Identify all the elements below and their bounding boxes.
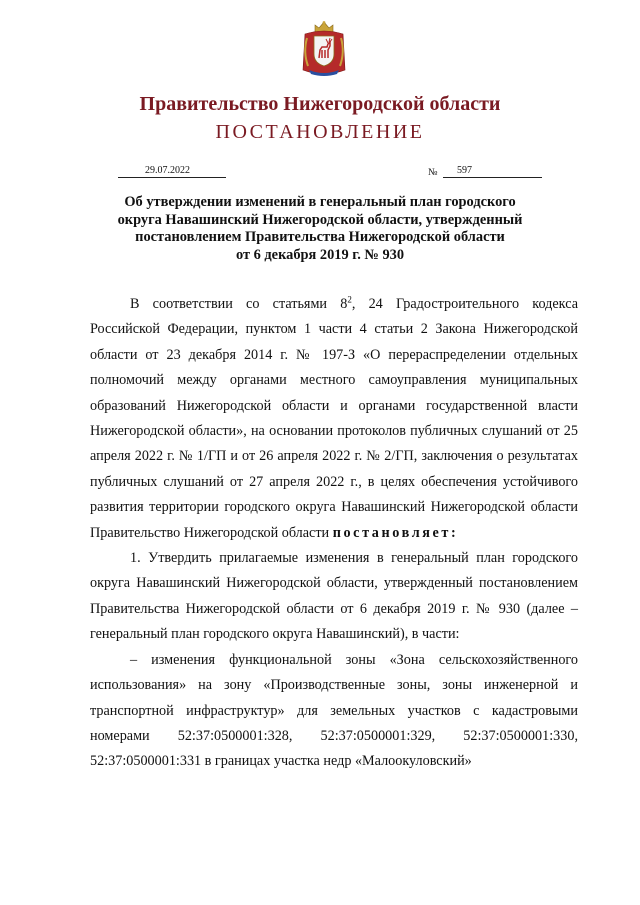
- document-number: 597: [443, 164, 542, 178]
- government-title: Правительство Нижегородской области: [139, 93, 501, 115]
- coat-of-arms-emblem: [301, 20, 347, 78]
- subject-line: постановлением Правительства Нижегородской области: [135, 229, 505, 245]
- clause-paragraph: 1. Утвердить прилагаемые изменения в генеральный план городского округа Навашинский Нижегородской области, утвержденный постановлением Правительства Нижегородской области от 6 декабря 2019 г. № 930 (далее – генеральный план городского округа Навашинский), в части:: [90, 550, 578, 643]
- preamble-text: В соответствии со статьями 8: [130, 296, 348, 312]
- subject-line: округа Навашинский Нижегородской области, утвержденный: [117, 211, 523, 228]
- document-type: ПОСТАНОВЛЕНИЕ: [215, 121, 425, 143]
- decree-word: постановляет:: [332, 524, 459, 541]
- number-label: №: [428, 167, 438, 178]
- document-body: [90, 292, 578, 775]
- document-date: 29.07.2022: [118, 164, 226, 178]
- subject-line: от 6 декабря 2019 г. № 930: [235, 246, 405, 263]
- preamble-paragraph: [90, 292, 578, 546]
- subject-line: Об утверждении изменений в генеральный план городского: [124, 194, 516, 210]
- subclause-paragraph: – изменения функциональной зоны «Зона сельскохозяйственного использования» на зону «Производственные зоны, зоны инженерной и транспортной инфраструктур» для земельных участков с кадастровыми номерами 52:37:0500001:328, 52:37:0500001:329, 52:37:0500001:330, 52:37:0500001:331 в границах участка недр «Малоокуловский»: [90, 651, 578, 770]
- article-superscript: 2: [347, 294, 352, 305]
- document-subject: [80, 194, 560, 264]
- preamble-text-cont: , 24 Градостроительного кодекса Российской Федерации, пунктом 1 части 4 статьи 2 Закона Нижегородской области от 23 декабря 2014 г. № 197-З «О перераспределении отдельных полномочий между органами местного самоуправления муниципальных образований Нижегородской области и органами государственной власти Нижегородской области», на основании протоколов публичных слушаний от 25 апреля 2022 г. № 1/ГП и от 26 апреля 2022 г. № 2/ГП, заключения о результатах публичных слушаний от 27 апреля 2022 г., в целях обеспечения устойчивого развития территории городского округа Навашинский Нижегородской области Правительство Нижегородской области: [90, 296, 578, 541]
